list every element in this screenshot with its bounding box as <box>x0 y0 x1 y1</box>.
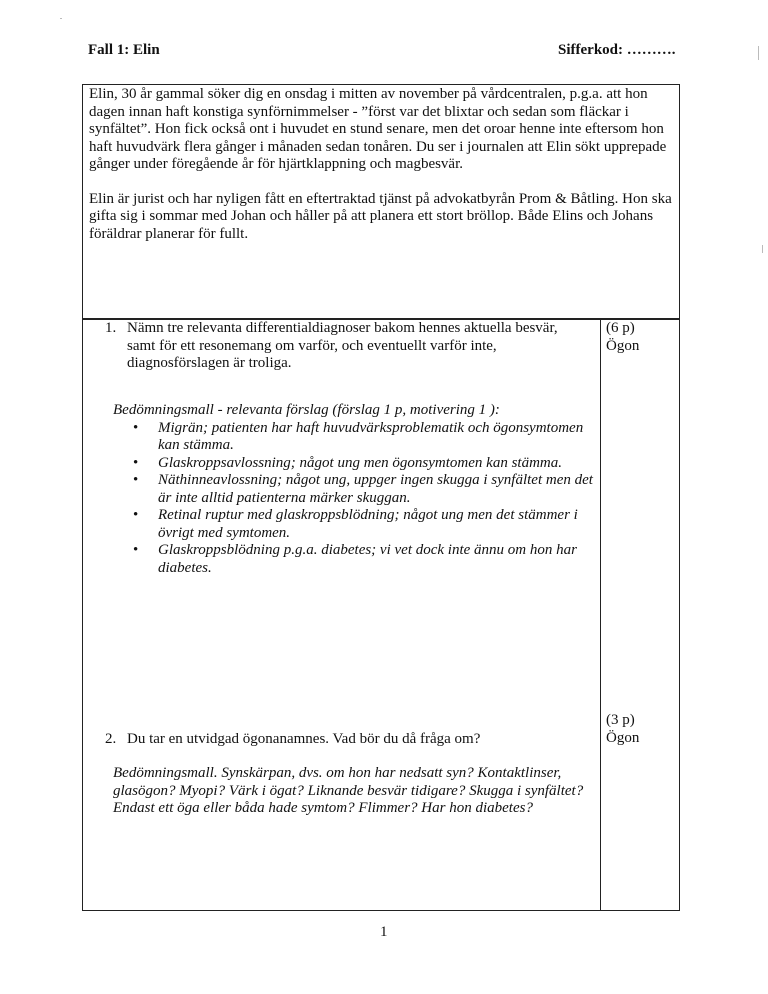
rubric-item: • Retinal ruptur med glaskroppsblödning; något ung men det stämmer i övrigt med symtomen. <box>133 507 578 541</box>
bullet-icon: • <box>133 419 139 436</box>
rubric-item: • Glaskroppsblödning p.g.a. diabetes; vi vet dock inte ännu om hon har diabetes. <box>133 542 577 576</box>
bullet-icon: • <box>133 542 139 558</box>
case-description-box <box>82 84 680 320</box>
question-1 <box>105 320 565 373</box>
question-2 <box>105 731 565 749</box>
case-paragraph-1: Elin, 30 år gammal söker dig en onsdag i mitten av november på vårdcentralen, p.g.a. att hon dagen innan haft konstiga synförnimmelser - ”först var det blixtar och sedan som fläckar i synfältet”. Hon fick också ont i huvudet en stund senare, men det oroar henne inte eftersom hon haft huvudvärk flera gånger i månaden sedan tonåren. Du ser i journalen att Elin sökt upprepade gånger under föregående år för hjärtklappning och magbesvär. <box>89 86 667 172</box>
bullet-icon: • <box>133 507 139 523</box>
scan-speck <box>762 245 763 253</box>
rubric-item: • Glaskroppsavlossning; något ung men ögonsymtomen kan stämma. <box>133 454 562 471</box>
case-title: Fall 1: Elin <box>88 42 160 58</box>
question-1-points <box>606 320 639 355</box>
rubric-item: • Näthinneavlossning; något ung, uppger ingen skugga i synfältet men det är inte alltid patienterna märker skuggan. <box>133 472 593 506</box>
scan-speck <box>60 18 62 19</box>
question-1-rubric-title: Bedömningsmall - relevanta förslag (förslag 1 p, motivering 1 ): <box>113 402 500 418</box>
question-1-points-value: (6 p) <box>606 320 635 336</box>
page-number: 1 <box>380 924 388 940</box>
question-1-text: Nämn tre relevanta differentialdiagnoser bakom hennes aktuella besvär, samt för ett resonemang om varför, och eventuellt varför inte, diagnosförslagen är troliga. <box>127 320 558 371</box>
question-2-points <box>606 712 639 747</box>
question-2-rubric: Bedömningsmall. Synskärpan, dvs. om hon har nedsatt syn? Kontaktlinser, glasögon? Myopi? Värk i ögat? Liknande besvär tidigare? Skugga i synfältet? Endast ett öga eller båda hade symtom? Flimmer? Har hon diabetes? <box>113 765 584 816</box>
question-2-number: 2. <box>105 731 117 747</box>
question-1-subject: Ögon <box>606 337 640 354</box>
rubric-item: • Migrän; patienten har haft huvudvärksproblematik och ögonsymtomen kan stämma. <box>133 419 584 453</box>
case-paragraph-2: Elin är jurist och har nyligen fått en eftertraktad tjänst på advokatbyrån Prom & Båtling. Hon ska gifta sig i sommar med Johan och håller på att planera ett stort bröllop. Både Elins och Johans föräldrar planerar för fullt. <box>89 190 672 242</box>
points-column-divider <box>600 319 601 910</box>
bullet-icon: • <box>133 472 139 488</box>
question-2-text: Du tar en utvidgad ögonanamnes. Vad bör du då fråga om? <box>127 731 481 747</box>
question-1-number: 1. <box>105 320 117 336</box>
question-2-subject: Ögon <box>606 729 640 746</box>
question-2-points-value: (3 p) <box>606 712 635 728</box>
questions-box <box>82 318 680 911</box>
question-1-rubric <box>113 402 599 577</box>
bullet-icon: • <box>133 454 139 471</box>
scan-speck <box>758 46 759 60</box>
code-label: Sifferkod: ………. <box>558 42 676 58</box>
